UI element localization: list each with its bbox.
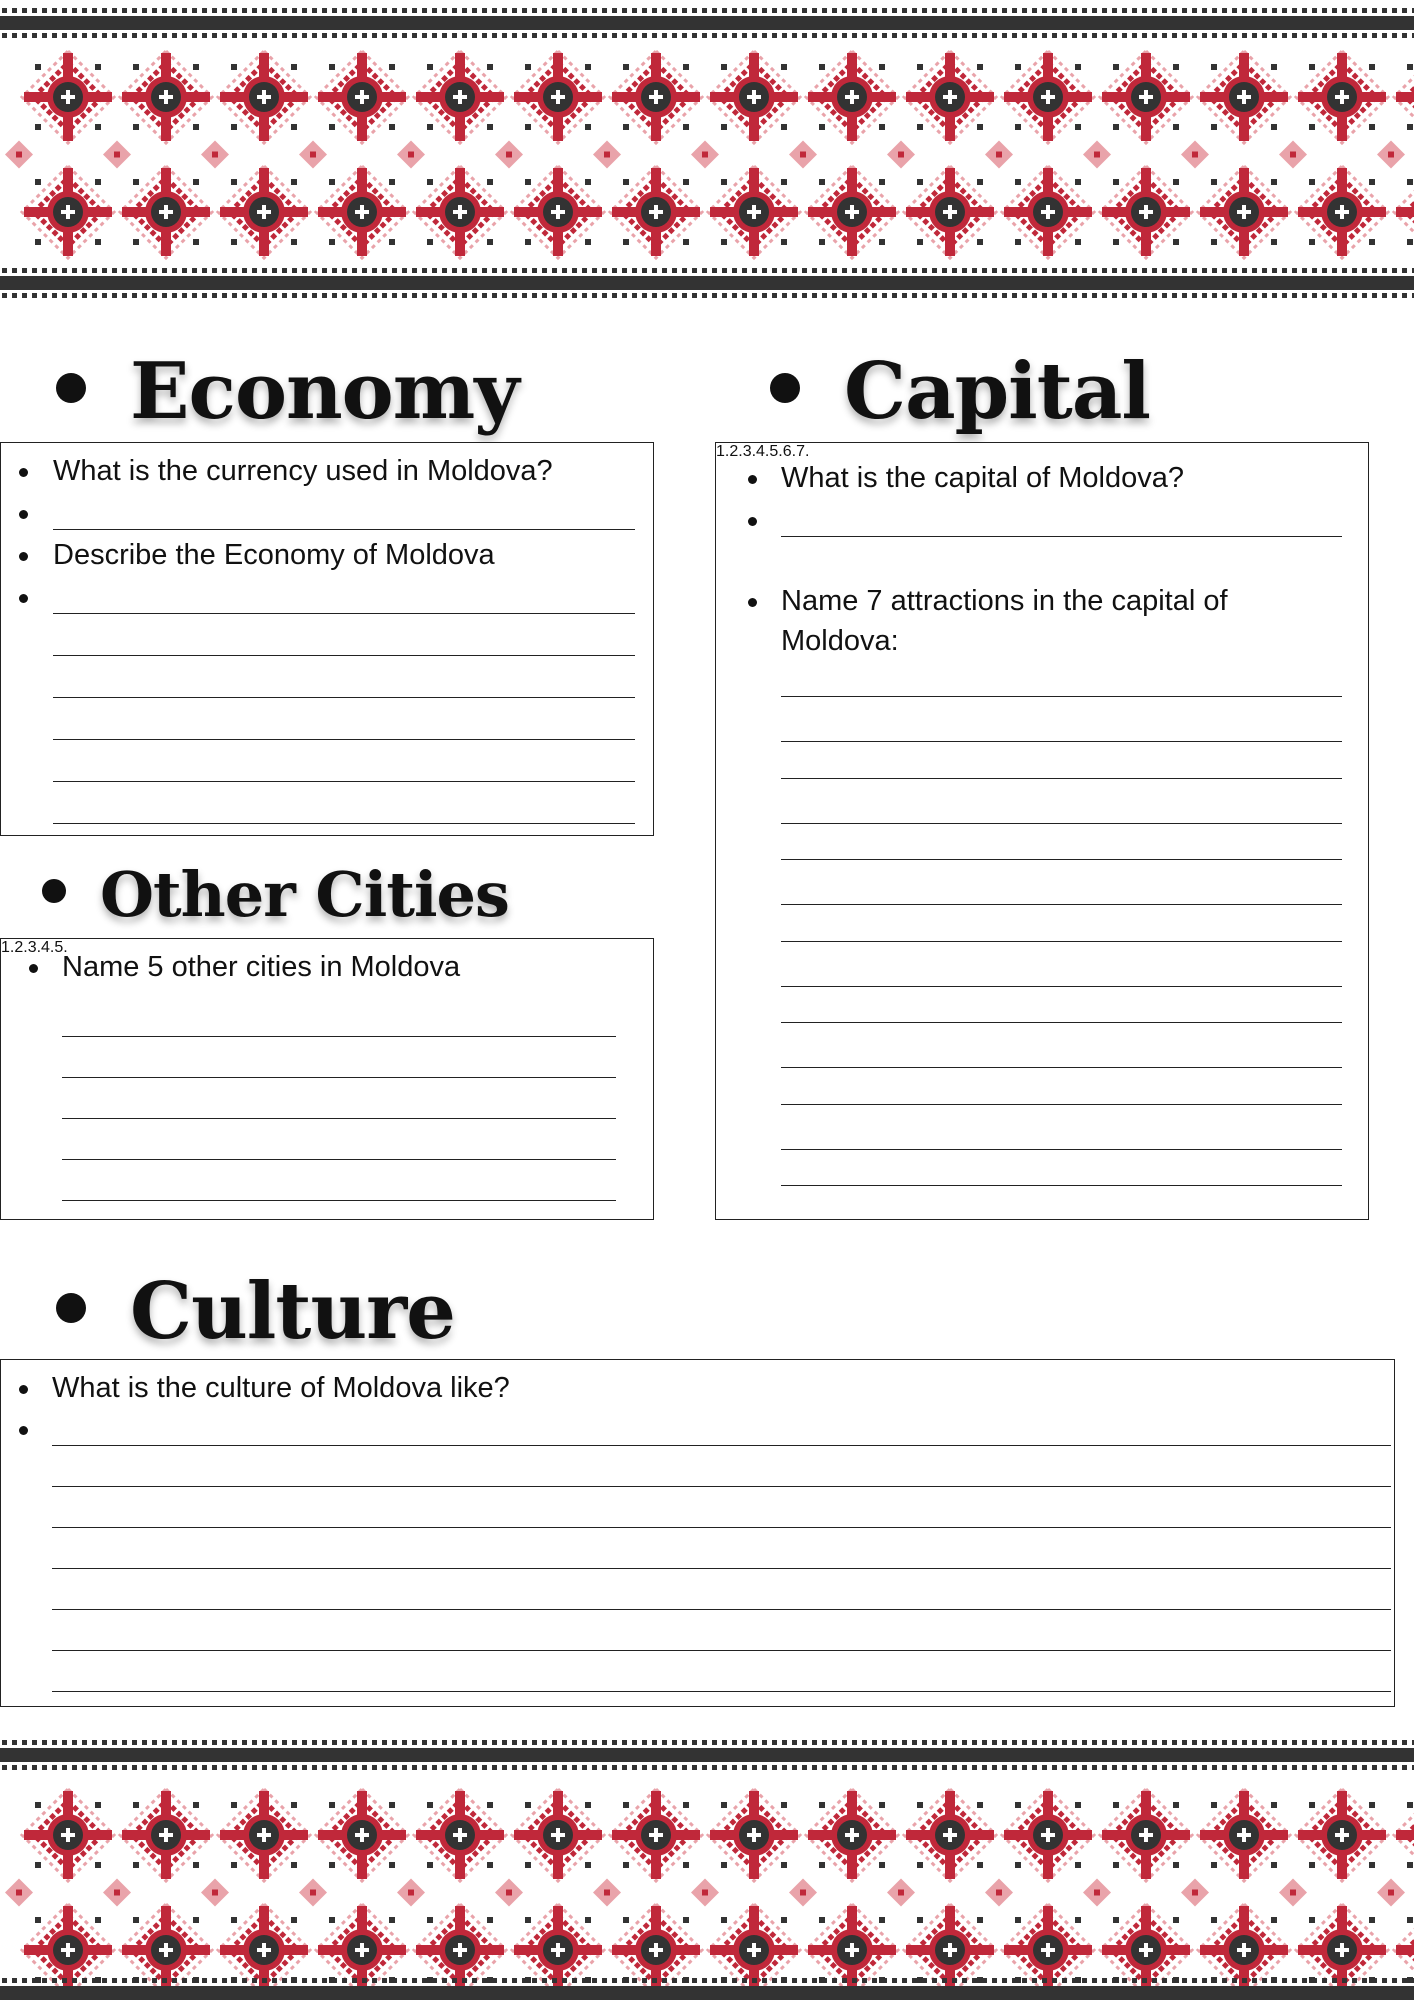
answer-line[interactable] xyxy=(781,1185,1342,1186)
list-number: 2. xyxy=(14,939,28,956)
embroidery-motif xyxy=(904,1789,996,1881)
bullet xyxy=(19,1426,28,1435)
answer-line[interactable] xyxy=(781,778,1342,779)
embroidery-motif xyxy=(708,51,800,143)
embroidery-motif xyxy=(610,1789,702,1881)
embroidery-motif xyxy=(1100,1789,1192,1881)
embroidery-motif xyxy=(316,51,408,143)
answer-line[interactable] xyxy=(52,1691,1391,1692)
embroidery-motif xyxy=(414,166,506,258)
embroidery-motif xyxy=(218,1789,310,1881)
answer-line[interactable] xyxy=(62,1077,616,1078)
embroidery-motif xyxy=(708,166,800,258)
economy-answer-2 xyxy=(1,577,651,617)
answer-line[interactable] xyxy=(781,741,1342,742)
embroidery-motif xyxy=(1100,166,1192,258)
embroidery-motif xyxy=(22,1789,114,1881)
dark-stripe xyxy=(0,16,1414,30)
dark-stripe xyxy=(0,276,1414,290)
embroidery-motif xyxy=(316,1789,408,1881)
embroidery-motif xyxy=(1002,166,1094,258)
list-number: 3. xyxy=(27,939,42,956)
bullet xyxy=(748,517,757,526)
answer-line[interactable] xyxy=(53,697,635,698)
embroidery-pattern-top xyxy=(0,0,1414,300)
answer-line[interactable] xyxy=(781,941,1342,942)
embroidery-motif xyxy=(1002,1789,1094,1881)
economy-question-2-text: Describe the Economy of Moldova xyxy=(53,539,495,571)
bullet xyxy=(19,510,28,519)
capital-answer-1 xyxy=(716,500,1366,540)
capital-heading-text: Capital xyxy=(844,346,1150,437)
capital-box xyxy=(715,442,1369,1220)
embroidery-motif xyxy=(316,166,408,258)
other-cities-question-text: Name 5 other cities in Moldova xyxy=(62,951,461,983)
answer-line[interactable] xyxy=(781,904,1342,905)
culture-question-text: What is the culture of Moldova like? xyxy=(52,1372,510,1404)
list-number: 1. xyxy=(716,443,730,460)
answer-line[interactable] xyxy=(781,536,1342,537)
answer-line[interactable] xyxy=(62,1200,616,1201)
embroidery-motif xyxy=(904,166,996,258)
answer-line[interactable] xyxy=(52,1609,1391,1610)
economy-answer-1 xyxy=(1,493,651,533)
heading-bullet xyxy=(770,373,800,403)
economy-question-1-text: What is the currency used in Moldova? xyxy=(53,455,553,487)
answer-line[interactable] xyxy=(53,655,635,656)
culture-box xyxy=(0,1359,1395,1707)
culture-heading-text: Culture xyxy=(130,1266,455,1357)
embroidery-motif xyxy=(1198,51,1290,143)
heading-bullet xyxy=(42,879,66,903)
embroidery-motif xyxy=(1394,166,1414,258)
economy-question-1 xyxy=(1,451,651,491)
embroidery-motif xyxy=(414,1789,506,1881)
culture-question xyxy=(1,1368,1391,1408)
embroidery-motif xyxy=(806,1789,898,1881)
other-cities-question xyxy=(1,947,651,987)
economy-question-2 xyxy=(1,535,651,575)
other-cities-heading-text: Other Cities xyxy=(100,857,509,931)
answer-line[interactable] xyxy=(781,1022,1342,1023)
embroidery-motif xyxy=(1394,51,1414,143)
embroidery-motif xyxy=(512,166,604,258)
dark-stripe xyxy=(0,1748,1414,1762)
capital-question-2-text-continued: Moldova: xyxy=(781,625,899,657)
answer-line[interactable] xyxy=(781,986,1342,987)
economy-box xyxy=(0,442,654,836)
economy-heading-text: Economy xyxy=(130,346,519,437)
other-cities-box xyxy=(0,938,654,1220)
answer-line[interactable] xyxy=(62,1159,616,1160)
answer-line[interactable] xyxy=(53,529,635,530)
embroidery-border-bottom xyxy=(0,1728,1414,2000)
answer-line[interactable] xyxy=(53,739,635,740)
culture-heading xyxy=(56,1260,455,1357)
answer-line[interactable] xyxy=(52,1650,1391,1651)
embroidery-motif xyxy=(218,166,310,258)
capital-question-2 xyxy=(716,581,1366,621)
answer-line[interactable] xyxy=(52,1527,1391,1528)
answer-line[interactable] xyxy=(53,781,635,782)
list-number: 6. xyxy=(782,443,797,460)
answer-line[interactable] xyxy=(53,823,635,824)
answer-line[interactable] xyxy=(781,1104,1342,1105)
bullet xyxy=(19,1385,28,1394)
embroidery-border-top xyxy=(0,0,1414,300)
answer-line[interactable] xyxy=(781,1149,1342,1150)
bullet xyxy=(19,468,28,477)
dark-stripe xyxy=(0,1986,1414,2000)
capital-question-2-text: Name 7 attractions in the capital of xyxy=(781,585,1228,617)
embroidery-motif xyxy=(610,51,702,143)
embroidery-motif xyxy=(1198,166,1290,258)
embroidery-motif xyxy=(1198,1789,1290,1881)
list-number: 2. xyxy=(729,443,743,460)
embroidery-motif xyxy=(806,51,898,143)
embroidery-motif xyxy=(512,1789,604,1881)
heading-bullet xyxy=(56,373,86,403)
embroidery-motif xyxy=(218,51,310,143)
culture-answer xyxy=(1,1409,1391,1449)
embroidery-motif xyxy=(806,166,898,258)
embroidery-motif xyxy=(1296,51,1388,143)
embroidery-motif xyxy=(22,51,114,143)
other-cities-heading xyxy=(42,852,509,931)
embroidery-pattern-bottom xyxy=(0,1728,1414,2000)
bullet xyxy=(748,598,757,607)
embroidery-connectors xyxy=(5,1879,1405,1907)
bullet xyxy=(29,964,38,973)
answer-line[interactable] xyxy=(781,823,1342,824)
embroidery-motif xyxy=(708,1789,800,1881)
economy-heading xyxy=(56,340,519,437)
embroidery-motif xyxy=(1296,166,1388,258)
embroidery-motif xyxy=(1394,1789,1414,1881)
list-number: 5. xyxy=(769,443,783,460)
embroidery-motif xyxy=(1296,1789,1388,1881)
answer-line[interactable] xyxy=(53,613,635,614)
answer-line[interactable] xyxy=(52,1445,1391,1446)
list-number: 1. xyxy=(1,939,15,956)
heading-bullet xyxy=(56,1293,86,1323)
embroidery-motif xyxy=(512,51,604,143)
answer-line[interactable] xyxy=(62,1118,616,1119)
bullet xyxy=(19,552,28,561)
bullet xyxy=(748,475,757,484)
capital-question-1-text: What is the capital of Moldova? xyxy=(781,462,1184,494)
embroidery-motif xyxy=(610,166,702,258)
embroidery-connectors xyxy=(5,141,1405,169)
answer-line[interactable] xyxy=(52,1568,1391,1569)
answer-line[interactable] xyxy=(781,1067,1342,1068)
list-number: 4. xyxy=(756,443,770,460)
bullet xyxy=(19,594,28,603)
embroidery-motif xyxy=(120,1789,212,1881)
list-number: 4. xyxy=(41,939,55,956)
list-number: 7. xyxy=(796,443,810,460)
embroidery-motif xyxy=(414,51,506,143)
capital-heading xyxy=(770,340,1150,437)
answer-line[interactable] xyxy=(781,696,1342,697)
list-number: 3. xyxy=(742,443,757,460)
embroidery-motif xyxy=(120,51,212,143)
embroidery-motif xyxy=(904,51,996,143)
answer-line[interactable] xyxy=(52,1486,1391,1487)
capital-question-1 xyxy=(716,458,1366,498)
embroidery-motif xyxy=(1100,51,1192,143)
embroidery-motif xyxy=(1002,51,1094,143)
answer-line[interactable] xyxy=(62,1036,616,1037)
answer-line[interactable] xyxy=(781,859,1342,860)
embroidery-motif xyxy=(22,166,114,258)
embroidery-motif xyxy=(120,166,212,258)
list-number: 5. xyxy=(54,939,68,956)
